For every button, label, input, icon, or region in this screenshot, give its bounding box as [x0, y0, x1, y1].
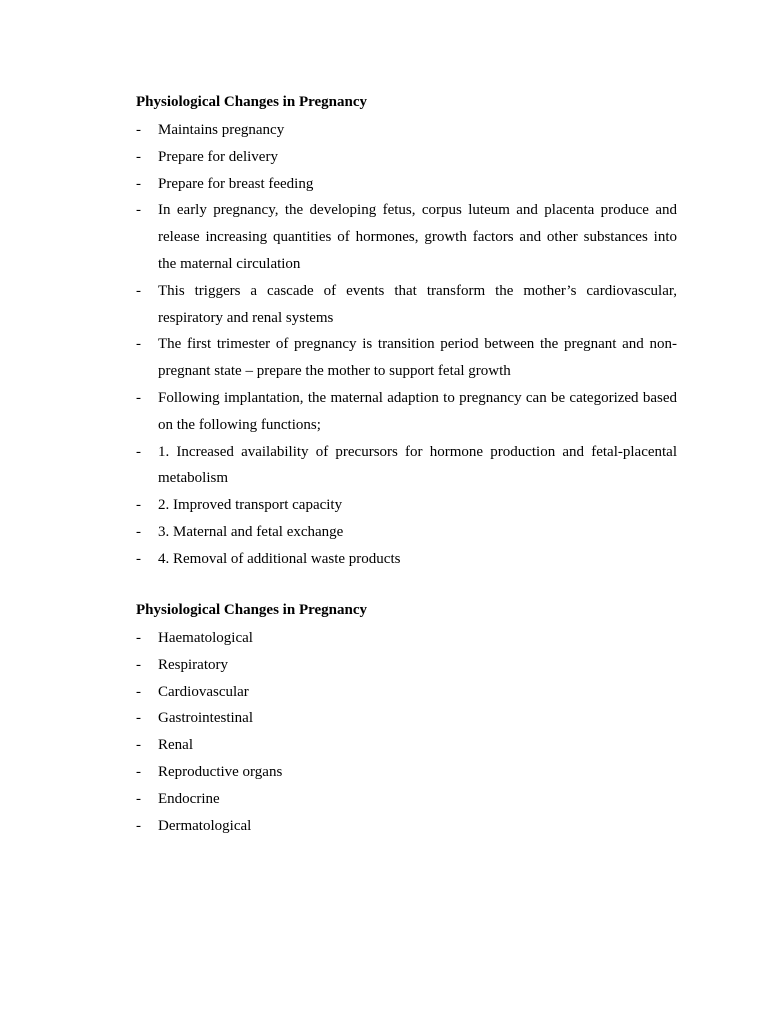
list-item — [136, 492, 677, 519]
list-item-text: The first trimester of pregnancy is transition period between the pregnant and non-pregnant state – prepare the mother to support fetal growth — [158, 336, 677, 380]
list-item — [136, 546, 677, 573]
bullet-dash: - — [136, 737, 141, 754]
bullet-dash: - — [136, 148, 141, 165]
section-purposes — [136, 91, 677, 573]
bullet-dash: - — [136, 202, 141, 219]
list-item — [136, 197, 677, 277]
list-item — [136, 117, 677, 144]
list-item — [136, 171, 677, 198]
list-item-text: 2. Improved transport capacity — [158, 497, 343, 514]
bullet-dash: - — [136, 122, 141, 138]
list-item-text: 3. Maternal and fetal exchange — [158, 523, 344, 540]
bullet-dash: - — [136, 550, 141, 567]
bullet-dash: - — [136, 389, 141, 406]
bullet-dash: - — [136, 817, 141, 834]
list-item-text: Respiratory — [158, 656, 228, 673]
section-heading: Physiological Changes in Pregnancy — [136, 602, 367, 618]
bullet-dash: - — [136, 523, 141, 540]
list-item — [136, 759, 677, 786]
bullet-list — [136, 625, 677, 839]
list-item-text: 1. Increased availability of precursors for hormone production and fetal-placental metabolism — [158, 443, 677, 487]
list-item-text: Prepare for breast feeding — [158, 175, 314, 192]
bullet-list — [136, 117, 677, 573]
bullet-dash: - — [136, 710, 141, 727]
list-item-text: Prepare for delivery — [158, 148, 278, 165]
list-item-text: Dermatological — [158, 817, 252, 834]
list-item-text: Renal — [158, 737, 193, 754]
list-item-text: 4. Removal of additional waste products — [158, 550, 401, 567]
bullet-dash: - — [136, 336, 141, 353]
list-item — [136, 625, 677, 652]
list-item-text: This triggers a cascade of events that transform the mother’s cardiovascular, respiratory and renal systems — [158, 282, 677, 326]
section-heading: Physiological Changes in Pregnancy — [136, 94, 367, 110]
list-item — [136, 331, 677, 385]
bullet-dash: - — [136, 282, 141, 299]
bullet-dash: - — [136, 683, 141, 700]
bullet-dash: - — [136, 175, 141, 192]
section-systems — [136, 599, 677, 839]
list-item-text: Gastrointestinal — [158, 710, 253, 727]
bullet-dash: - — [136, 630, 141, 646]
list-item — [136, 732, 677, 759]
list-item — [136, 439, 677, 493]
list-item — [136, 679, 677, 706]
list-item — [136, 519, 677, 546]
bullet-dash: - — [136, 497, 141, 514]
list-item — [136, 144, 677, 171]
list-item-text: Maintains pregnancy — [158, 122, 285, 138]
list-item — [136, 652, 677, 679]
bullet-dash: - — [136, 656, 141, 673]
list-item-text: Cardiovascular — [158, 683, 249, 700]
list-item-text: Endocrine — [158, 790, 220, 807]
list-item-text: Following implantation, the maternal adaption to pregnancy can be categorized based on the following functions; — [158, 389, 677, 433]
bullet-dash: - — [136, 790, 141, 807]
list-item-text: Reproductive organs — [158, 763, 283, 780]
bullet-dash: - — [136, 443, 141, 460]
list-item — [136, 705, 677, 732]
list-item — [136, 813, 677, 840]
list-item-text: Haematological — [158, 630, 253, 646]
list-item — [136, 385, 677, 439]
bullet-dash: - — [136, 763, 141, 780]
list-item-text: In early pregnancy, the developing fetus, corpus luteum and placenta produce and release increasing quantities of hormones, growth factors and other substances into the maternal circulation — [158, 202, 677, 272]
list-item — [136, 278, 677, 332]
list-item — [136, 786, 677, 813]
